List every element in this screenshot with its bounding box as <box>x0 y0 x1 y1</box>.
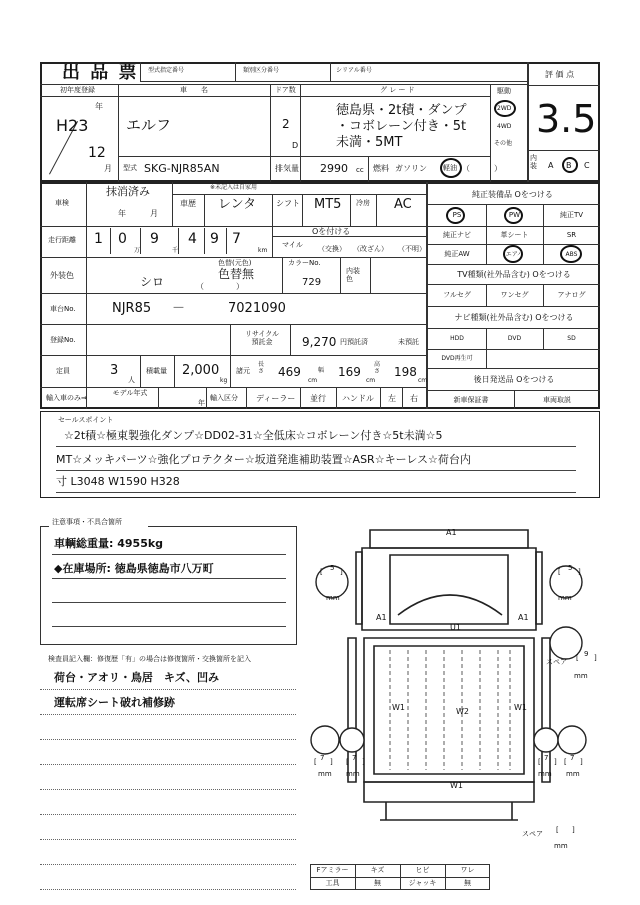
import-class-label: 輸入区分 <box>210 394 238 402</box>
tyre-depth-front-left: 5 <box>330 564 335 572</box>
svg-text:[: [ <box>538 758 541 766</box>
interior-c: C <box>584 161 590 170</box>
left-mirror <box>356 552 362 624</box>
equip-tv: 純正TV <box>559 211 584 219</box>
tyre-unit-rear-right-outer: mm <box>566 770 580 778</box>
svg-text:[: [ <box>556 826 559 834</box>
dims-height-unit: cm <box>418 377 428 384</box>
exterior-color-value: シロ <box>140 275 165 289</box>
dims-length-unit: cm <box>308 377 318 384</box>
ac-value: AC <box>394 197 412 212</box>
notes-label: 注意事項・不具合箇所 <box>52 518 122 526</box>
tyre-unit-rear-left-outer: mm <box>318 770 332 778</box>
color-no-value: 729 <box>302 277 322 288</box>
registration-label: 登録No. <box>50 336 76 344</box>
chassis-dash: － <box>172 301 186 316</box>
mileage-opt-mile: マイル <box>282 241 303 249</box>
recycle-label: リサイクル預託金 <box>244 330 280 347</box>
dims-length-value: 469 <box>278 365 301 379</box>
equip-aw: 純正AW <box>444 250 470 258</box>
svg-text:]: ] <box>594 654 597 662</box>
tyre-depth-spare-upper: 9 <box>584 650 589 658</box>
model-value: SKG-NJR85AN <box>144 162 220 175</box>
damage-code-right: A1 <box>518 613 529 622</box>
displacement-unit: cc <box>356 166 364 174</box>
svg-text:[: [ <box>346 758 349 766</box>
doors-label: ドア数 <box>275 86 296 94</box>
sales-line-1: ☆2t積☆極東製強化ダンプ☆DD02-31☆全低床☆コボレーン付き☆5t未満☆5 <box>64 429 443 442</box>
mileage-label: 走行距離 <box>48 236 76 244</box>
damage-code-left: A1 <box>376 613 387 622</box>
bed-outline <box>364 638 534 782</box>
recycle-unit: 円預託済 <box>340 338 368 346</box>
chassis-label: 車台No. <box>50 305 76 313</box>
inspector-line-2: 運転席シート破れ補修跡 <box>54 696 175 709</box>
damage-code-front: A1 <box>446 528 457 537</box>
svg-text:]: ] <box>578 568 581 576</box>
kata-shitei-label: 型式指定番号 <box>148 67 185 74</box>
load-label: 積載量 <box>146 367 167 375</box>
svg-text:[: [ <box>558 568 561 576</box>
tyre-depth-rear-right-outer: 7 <box>570 754 575 762</box>
grade-line-3: 未満・5MT <box>336 135 403 150</box>
year-unit: 年 <box>95 102 103 111</box>
mileage-digit-2: 0 <box>118 231 127 247</box>
equip-sr: SR <box>566 231 577 239</box>
damage-code-bed-left: W1 <box>392 703 405 712</box>
svg-text:[: [ <box>314 758 317 766</box>
first-reg-month: 12 <box>88 145 106 161</box>
svg-text:]: ] <box>580 758 583 766</box>
inspector-label: 検査員記入欄：修復歴「有」の場合は修復箇所・交換箇所を記入 <box>48 655 251 663</box>
mileage-unit-km: km <box>258 247 268 254</box>
post-title: 後日発送品 Oをつける <box>473 374 555 384</box>
svg-text:]: ] <box>340 568 343 576</box>
interior-label: 内装 <box>530 154 537 170</box>
dims-width-label: 幅 <box>318 367 325 374</box>
handle-left: 左 <box>388 394 396 403</box>
cab-inner <box>390 555 508 624</box>
truck-diagram <box>300 520 600 860</box>
tailgate <box>364 782 534 802</box>
svg-text:]: ] <box>330 758 333 766</box>
handle-label: ハンドル <box>342 394 374 403</box>
dims-height-value: 198 <box>394 365 417 379</box>
equip-leather: 革シート <box>500 231 529 239</box>
damage-code-bed-right: W1 <box>514 703 527 712</box>
wheel-rear-left-outer <box>311 726 339 754</box>
drive-4wd: 4WD <box>497 123 512 130</box>
interior-color-label: 内装色 <box>346 267 360 284</box>
car-name: エルフ <box>126 116 172 134</box>
color-change-value: 色替無 <box>218 267 255 281</box>
legend-jack: ジャッキ <box>408 879 437 887</box>
spare-label-upper: スペア <box>546 658 567 666</box>
damage-code-rear: W1 <box>450 781 463 790</box>
doors-suffix: D <box>292 141 299 150</box>
ac-label: 冷房 <box>356 199 370 207</box>
tv-oneseg: ワンセグ <box>500 291 529 299</box>
legend-mirror: Fアミラー <box>316 866 349 874</box>
chassis-number: 7021090 <box>228 301 286 316</box>
tyre-depth-rear-left-outer: 7 <box>320 754 325 762</box>
sales-label: セールスポイント <box>58 416 114 424</box>
page-title: 出 品 票 <box>62 62 139 83</box>
damage-code-cab: U1 <box>450 623 461 632</box>
mileage-digit-5: 9 <box>210 231 219 247</box>
legend-tools: 工具 <box>325 879 340 887</box>
grade-line-2: ・コボレーン付き・5t <box>336 119 467 134</box>
capacity-value: 3 <box>110 363 119 378</box>
month-unit: 月 <box>104 164 112 173</box>
recycle-alt: 未預託 <box>398 338 419 346</box>
shaken-label: 車検 <box>55 199 69 207</box>
shift-value: MT5 <box>314 197 342 212</box>
cab-outline <box>362 548 536 630</box>
tyre-depth-front-right: 5 <box>568 564 573 572</box>
doors-value: 2 <box>282 117 290 131</box>
equip-airbag: エアバ <box>505 250 524 258</box>
tyre-depth-rear-left-inner: 7 <box>352 754 357 762</box>
serial-label: シリアル番号 <box>336 67 372 74</box>
svg-text:[: [ <box>320 568 323 576</box>
import-label: 輸入車のみ⇒ <box>46 394 87 402</box>
mileage-unit-man: 万 <box>134 247 141 254</box>
tv-title: TV種類(社外品含む) Oをつける <box>457 269 571 279</box>
capacity-unit: 人 <box>128 376 135 384</box>
history-value: レンタ <box>218 197 257 212</box>
svg-text:]: ] <box>362 758 365 766</box>
mileage-mark-note: Oを付ける <box>312 227 351 236</box>
equip-pw: PW <box>508 211 521 219</box>
chassis-prefix: NJR85 <box>112 301 152 316</box>
dims-height-label: 高さ <box>374 361 381 375</box>
model-label: 型式 <box>123 164 137 172</box>
history-label: 車歴 <box>180 199 196 208</box>
mileage-digit-6: 7 <box>232 231 241 247</box>
legend-crack: ヒビ <box>415 866 430 874</box>
equip-abs: ABS <box>565 250 578 258</box>
tyre-unit-spare-lower: mm <box>554 842 568 850</box>
dims-length-label: 長さ <box>258 361 265 375</box>
svg-text:]: ] <box>554 758 557 766</box>
drive-other: その他 <box>494 140 513 147</box>
interior-a: A <box>548 161 554 170</box>
mileage-opt-exchange: （交換） <box>318 245 346 253</box>
interior-b: B <box>566 161 572 170</box>
drive-label: 駆動 <box>497 87 511 95</box>
legend-scratch: キズ <box>370 866 385 874</box>
right-mirror <box>536 552 542 624</box>
dvd-playback: DVD再生可 <box>441 355 473 362</box>
grade-label: グ レ ー ド <box>380 86 415 94</box>
handle-right: 右 <box>410 394 418 403</box>
svg-text:[: [ <box>576 654 579 662</box>
post-manual: 車両取説 <box>543 395 571 404</box>
fuel-diesel: 軽油 <box>443 164 457 172</box>
svg-text:[: [ <box>564 758 567 766</box>
import-class-dealer: ディーラー <box>256 394 296 403</box>
color-no-label: カラーNo. <box>288 259 321 267</box>
first-reg-year: H23 <box>56 116 89 135</box>
wheel-rear-right-inner <box>534 728 558 752</box>
tyre-unit-rear-right-inner: mm <box>538 770 552 778</box>
dims-label: 諸元 <box>236 367 250 375</box>
inspector-line-1: 荷台・アオリ・鳥居 キズ、凹み <box>54 671 219 684</box>
load-unit: kg <box>220 377 228 384</box>
score-value: 3.5 <box>536 97 597 141</box>
legend-jack-value: 無 <box>464 879 471 887</box>
sales-line-3: 寸 L3048 W1590 H328 <box>56 475 180 488</box>
navi-dvd: DVD <box>507 335 522 342</box>
spare-label-lower: スペア <box>522 830 543 838</box>
dims-width-value: 169 <box>338 365 361 379</box>
dims-width-unit: cm <box>366 377 376 384</box>
fuel-other-paren: （ ） <box>462 164 502 173</box>
grade-line-1: 徳島県・2t積・ダンプ <box>336 103 467 118</box>
capacity-label: 定員 <box>56 367 70 375</box>
model-year-label: モデル年式 <box>112 389 148 397</box>
notes-line-2: ◆在庫場所: 徳島県徳島市八万町 <box>54 562 214 575</box>
exterior-color-label: 外装色 <box>50 271 74 280</box>
legend-break: ワレ <box>460 866 475 874</box>
damage-code-bed: W2 <box>456 707 469 716</box>
displacement-label: 排気量 <box>275 164 299 173</box>
fuel-gasoline: ガソリン <box>395 164 427 173</box>
score-label: 評 価 点 <box>545 70 575 79</box>
mileage-opt-tampered: （改ざん） <box>353 245 388 253</box>
mileage-digit-3: 9 <box>150 231 159 247</box>
ruibetsu-label: 類別区分番号 <box>243 67 280 74</box>
tyre-unit-rear-left-inner: mm <box>346 770 360 778</box>
legend-tools-value: 無 <box>374 879 381 887</box>
import-class-parallel: 並行 <box>310 394 326 403</box>
car-name-label: 車 名 <box>180 86 208 94</box>
windshield-arc <box>398 595 502 615</box>
shaken-date: 年 月 <box>118 209 158 218</box>
recycle-value: 9,270 <box>302 335 337 349</box>
svg-text:]: ] <box>572 826 575 834</box>
notes-line-1: 車輌総重量: 4955kg <box>54 537 164 550</box>
mileage-digit-4: 4 <box>188 231 197 247</box>
navi-hdd: HDD <box>450 335 464 342</box>
tyre-unit-front-left: mm <box>326 594 340 602</box>
tyre-depth-rear-right-inner: 7 <box>544 754 549 762</box>
displacement-value: 2990 <box>320 162 348 175</box>
wheel-rear-left-inner <box>340 728 364 752</box>
post-warranty: 新車保証書 <box>453 395 489 404</box>
tyre-unit-spare-upper: mm <box>574 672 588 680</box>
color-change-paren: （ ） <box>196 282 244 291</box>
mileage-unit-sen: 千 <box>172 247 179 254</box>
tv-fullseg: フルセグ <box>443 291 471 299</box>
first-reg-label: 初年度登録 <box>60 86 95 94</box>
shaken-value: 抹消済み <box>106 185 150 198</box>
tyre-unit-front-right: mm <box>558 594 572 602</box>
fuel-label: 燃料 <box>373 164 389 173</box>
wheel-rear-right-outer <box>558 726 586 754</box>
navi-title: ナビ種類(社外品含む) Oをつける <box>454 312 574 322</box>
color-change-label: 色替(元色) <box>218 259 252 267</box>
equipment-title: 純正装備品 Oをつける <box>472 190 553 199</box>
navi-sd: SD <box>567 335 576 342</box>
sales-line-2: MT☆メッキパーツ☆強化プロテクター☆坂道発進補助装置☆ASR☆キーレス☆荷台内 <box>56 453 471 466</box>
mileage-opt-unknown: （不明） <box>398 245 426 253</box>
history-note: ※未記入は自家用 <box>210 184 258 191</box>
shift-label: シフト <box>276 199 300 208</box>
drive-2wd: 2WD <box>497 105 512 112</box>
model-year-unit: 年 <box>198 399 205 407</box>
tv-analog: アナログ <box>557 291 586 299</box>
load-value: 2,000 <box>182 363 220 378</box>
equip-navi: 純正ナビ <box>443 231 471 239</box>
equip-ps: PS <box>452 211 462 219</box>
mileage-digit-1: 1 <box>94 231 103 247</box>
